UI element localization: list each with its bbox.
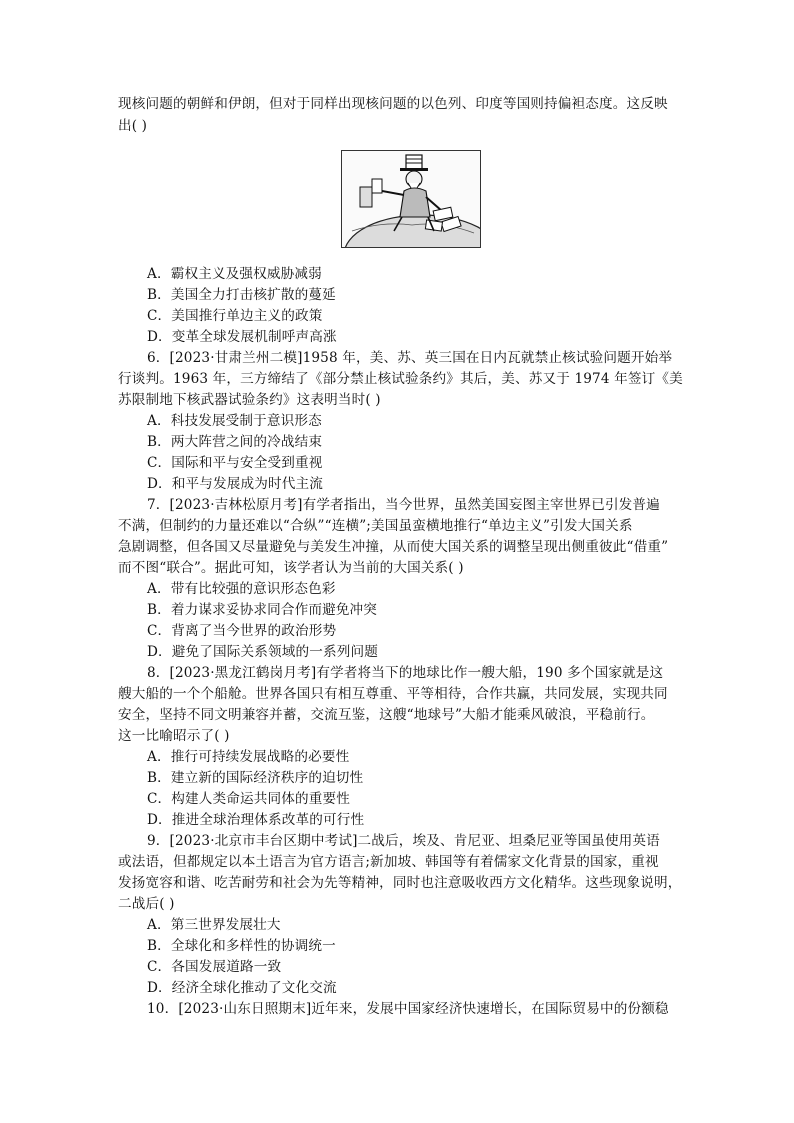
q6-stem-line-2: 行谈判。1963 年，三方缔结了《部分禁止核试验条约》其后，美、苏又于 1974 年签订《美 (118, 371, 683, 387)
intro-line-1: 现核问题的朝鲜和伊朗，但对于同样出现核问题的以色列、印度等国则持偏袒态度。这反映 (118, 96, 668, 112)
q7-stem-line-1: 7．[2023·吉林松原月考]有学者指出，当今世界，虽然美国妄图主宰世界已引发普遍 (147, 497, 660, 513)
q7-option-d: D．避免了国际关系领域的一系列问题 (147, 644, 378, 660)
q9-stem-line-2: 或法语，但都规定以本土语言为官方语言;新加坡、韩国等有着儒家文化背景的国家，重视 (118, 854, 659, 870)
q7-option-b: B．着力谋求妥协求同合作而避免冲突 (147, 602, 378, 618)
q9-stem-line-1: 9．[2023·北京市丰台区期中考试]二战后，埃及、肯尼亚、坦桑尼亚等国虽使用英语 (147, 833, 660, 849)
q6-option-b: B．两大阵营之间的冷战结束 (147, 434, 323, 450)
q7-stem-line-3: 急剧调整，但各国又尽量避免与美发生冲撞，从而使大国关系的调整呈现出侧重彼此“借重” (118, 539, 669, 555)
q9-stem-line-3: 发扬宽容和谐、吃苦耐劳和社会为先等精神，同时也注意吸收西方文化精华。这些现象说明， (118, 875, 682, 891)
uncle-sam-cartoon-icon (342, 151, 480, 247)
q5-option-b: B．美国全力打击核扩散的蔓延 (147, 287, 336, 303)
q8-stem-line-2: 艘大船的一个个船舱。世界各国只有相互尊重、平等相待，合作共赢，共同发展，实现共同 (118, 686, 668, 702)
q8-option-b: B．建立新的国际经济秩序的迫切性 (147, 770, 364, 786)
q10-stem-line-1: 10．[2023·山东日照期末]近年来，发展中国家经济快速增长，在国际贸易中的份额稳 (147, 1001, 669, 1017)
q8-option-d: D．推进全球治理体系改革的可行性 (147, 812, 365, 828)
cartoon-illustration (341, 150, 481, 248)
q9-option-c: C．各国发展道路一致 (147, 959, 282, 975)
q9-stem-line-4: 二战后( ) (118, 896, 175, 912)
q6-option-d: D．和平与发展成为时代主流 (147, 476, 323, 492)
q9-option-d: D．经济全球化推动了文化交流 (147, 980, 337, 996)
q8-stem-line-1: 8．[2023·黑龙江鹤岗月考]有学者将当下的地球比作一艘大船，190 多个国家就是这 (147, 665, 664, 681)
q5-option-d: D．变革全球发展机制呼声高涨 (147, 329, 337, 345)
q8-option-a: A．推行可持续发展战略的必要性 (147, 749, 350, 765)
intro-line-2: 出( ) (118, 118, 148, 134)
q6-stem-line-1: 6．[2023·甘肃兰州二模]1958 年，美、苏、英三国在日内瓦就禁止核试验问题开始举 (147, 350, 673, 366)
q7-stem-line-4: 而不图“联合”。据此可知，该学者认为当前的大国关系( ) (118, 560, 464, 576)
q5-option-a: A．霸权主义及强权威胁减弱 (147, 266, 322, 282)
q7-option-c: C．背离了当今世界的政治形势 (147, 623, 337, 639)
q8-option-c: C．构建人类命运共同体的重要性 (147, 791, 350, 807)
q9-option-b: B．全球化和多样性的协调统一 (147, 938, 336, 954)
q7-option-a: A．带有比较强的意识形态色彩 (147, 581, 336, 597)
q9-option-a: A．第三世界发展壮大 (147, 917, 281, 933)
q6-option-c: C．国际和平与安全受到重视 (147, 455, 323, 471)
q8-stem-line-4: 这一比喻昭示了( ) (118, 728, 230, 744)
q7-stem-line-2: 不满，但制约的力量还难以“合纵”“连横”;美国虽蛮横地推行“单边主义”引发大国关系 (118, 518, 633, 534)
q6-stem-line-3: 苏限制地下核武器试验条约》这表明当时( ) (118, 392, 381, 408)
q8-stem-line-3: 安全，坚持不同文明兼容并蓄，交流互鉴，这艘“地球号”大船才能乘风破浪，平稳前行。 (118, 707, 655, 723)
q5-option-c: C．美国推行单边主义的政策 (147, 308, 323, 324)
q6-option-a: A．科技发展受制于意识形态 (147, 413, 322, 429)
